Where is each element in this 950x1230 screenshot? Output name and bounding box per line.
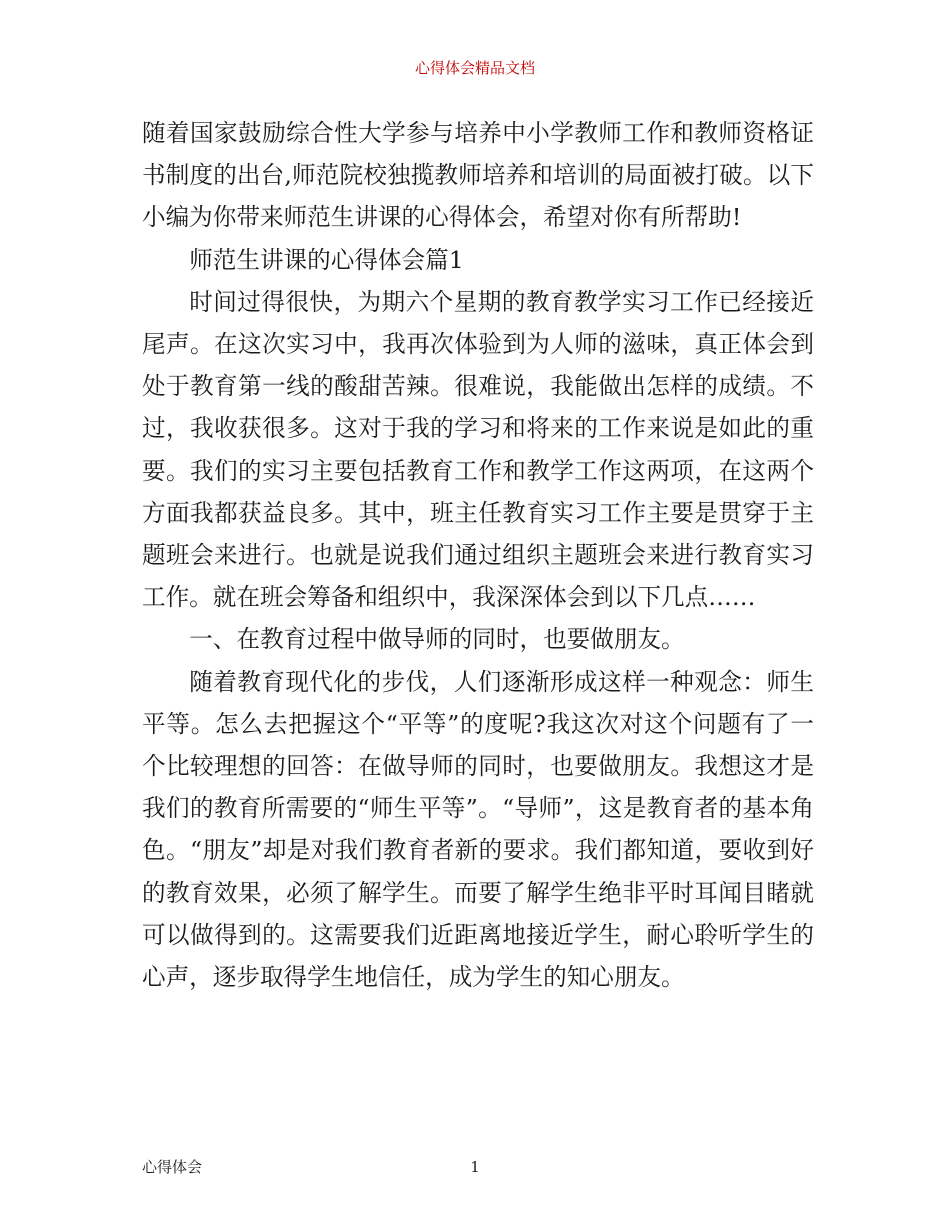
page-number: 1 xyxy=(470,1158,480,1176)
body-paragraph: 随着教育现代化的步伐，人们逐渐形成这样一种观念：师生平等。怎么去把握这个“平等”的度呢?我这次对这个问题有了一个比较理想的回答：在做导师的同时，也要做朋友。我想这才是我们的教育所需要的“师生平等”。“导师”，这是教育者的基本角色。“朋友”却是对我们教育者新的要求。我们都知道，要收到好的教育效果，必须了解学生。而要了解学生绝非平时耳闻目睹就可以做得到的。这需要我们近距离地接近学生，耐心聆听学生的心声，逐步取得学生地信任，成为学生的知心朋友。 xyxy=(142,667,814,992)
subheading-paragraph: 一、在教育过程中做导师的同时，也要做朋友。 xyxy=(189,625,685,654)
section-heading: 师范生讲课的心得体会篇1 xyxy=(189,245,464,274)
intro-paragraph: 随着国家鼓励综合性大学参与培养中小学教师工作和教师资格证书制度的出台,师范院校独揽教师培养和培训的局面被打破。以下小编为你带来师范生讲课的心得体会，希望对你有所帮助! xyxy=(142,119,814,232)
body-paragraph: 时间过得很快，为期六个星期的教育教学实习工作已经接近尾声。在这次实习中，我再次体验到为人师的滋味，真正体会到处于教育第一线的酸甜苦辣。很难说，我能做出怎样的成绩。不过，我收获很多。这对于我的学习和将来的工作来说是如此的重要。我们的实习主要包括教育工作和教学工作这两项，在这两个方面我都获益良多。其中，班主任教育实习工作主要是贯穿于主题班会来进行。也就是说我们通过组织主题班会来进行教育实习工作。就在班会筹备和组织中，我深深体会到以下几点…… xyxy=(142,287,814,612)
document-body xyxy=(142,112,814,998)
page-header-title: 心得体会精品文档 xyxy=(414,59,535,77)
footer-label: 心得体会 xyxy=(142,1158,203,1176)
